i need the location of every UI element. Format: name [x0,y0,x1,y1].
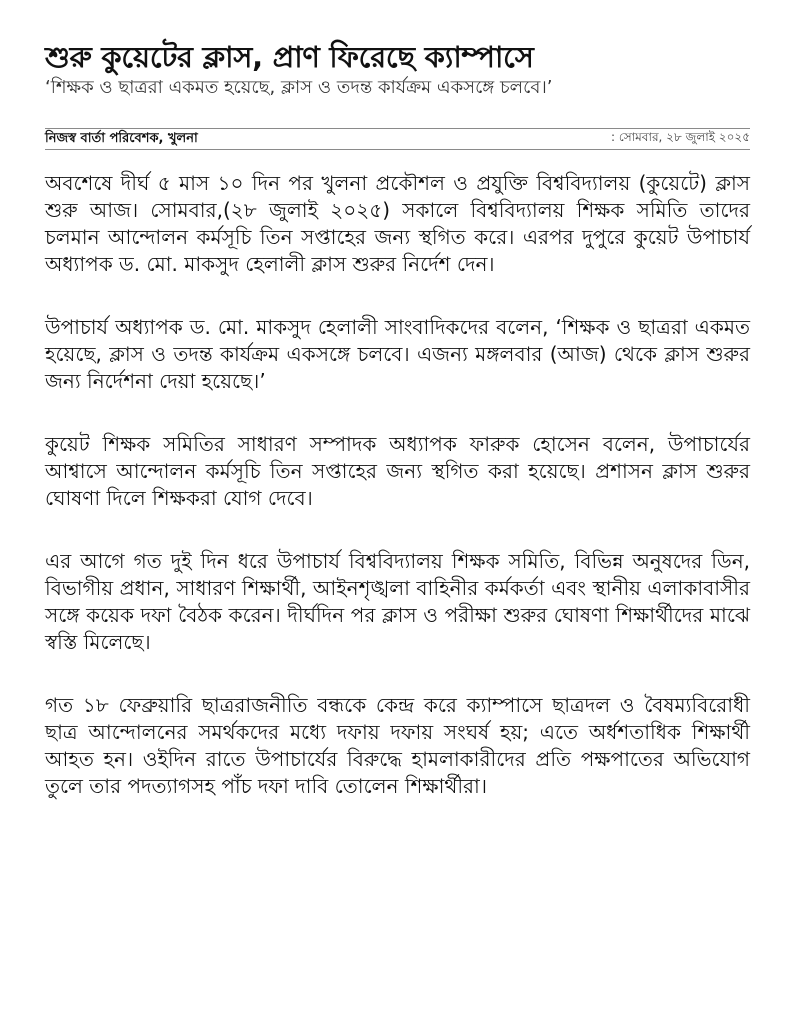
paragraph: অবশেষে দীর্ঘ ৫ মাস ১০ দিন পর খুলনা প্রকৌশল ও প্রযুক্তি বিশ্ববিদ্যালয় (কুয়েটে) ক্লাস শুরু আজ। সোমবার,(২৮ জুলাই ২০২৫) সকালে বিশ্ববিদ্যালয় শিক্ষক সমিতি তাদের চলমান আন্দোলন কর্মসূচি তিন সপ্তাহের জন্য স্থগিত করে। এরপর দুপুরে কুয়েট উপাচার্য অধ্যাপক ড. মো. মাকসুদ হেলালী ক্লাস শুরুর নির্দেশ দেন। [45,171,750,276]
article [45,38,750,836]
paragraph: উপাচার্য অধ্যাপক ড. মো. মাকসুদ হেলালী সাংবাদিকদের বলেন, ‘শিক্ষক ও ছাত্ররা একমত হয়েছে, ক্লাস ও তদন্ত কার্যক্রম একসঙ্গে চলবে। এজন্য মঙ্গলবার (আজ) থেকে ক্লাস শুরুর জন্য নির্দেশনা দেয়া হয়েছে।’ [45,315,750,393]
dateline: : সোমবার, ২৮ জুলাই ২০২৫ [611,130,750,144]
paragraph: এর আগে গত দুই দিন ধরে উপাচার্য বিশ্ববিদ্যালয় শিক্ষক সমিতি, বিভিন্ন অনুষদের ডিন, বিভাগীয় প্রধান, সাধারণ শিক্ষার্থী, আইনশৃঙ্খলা বাহিনীর কর্মকর্তা এবং স্থানীয় এলাকাবাসীর সঙ্গে কয়েক দফা বৈঠক করেন। দীর্ঘদিন পর ক্লাস ও পরীক্ষা শুরুর ঘোষণা শিক্ষার্থীদের মাঝে স্বস্তি মিলেছে। [45,549,750,654]
byline-bar [45,128,750,150]
subheadline: ‘শিক্ষক ও ছাত্ররা একমত হয়েছে, ক্লাস ও তদন্ত কার্যক্রম একসঙ্গে চলবে।’ [45,77,553,98]
paragraph: গত ১৮ ফেব্রুয়ারি ছাত্ররাজনীতি বন্ধকে কেন্দ্র করে ক্যাম্পাসে ছাত্রদল ও বৈষম্যবিরোধী ছাত্র আন্দোলনের সমর্থকদের মধ্যে দফায় দফায় সংঘর্ষ হয়; এতে অর্ধশতাধিক শিক্ষার্থী আহত হন। ওইদিন রাতে উপাচার্যের বিরুদ্ধে হামলাকারীদের প্রতি পক্ষপাতের অভিযোগ তুলে তার পদত্যাগসহ পাঁচ দফা দাবি তোলেন শিক্ষার্থীরা। [45,693,750,798]
headline: শুরু কুয়েটের ক্লাস, প্রাণ ফিরেছে ক্যাম্পাসে [45,40,534,74]
paragraph: কুয়েট শিক্ষক সমিতির সাধারণ সম্পাদক অধ্যাপক ফারুক হোসেন বলেন, উপাচার্যের আশ্বাসে আন্দোলন কর্মসূচি তিন সপ্তাহের জন্য স্থগিত করা হয়েছে। প্রশাসন ক্লাস শুরুর ঘোষণা দিলে শিক্ষকরা যোগ দেবে। [45,432,750,510]
byline: নিজস্ব বার্তা পরিবেশক, খুলনা [45,130,198,146]
article-body [45,170,750,800]
